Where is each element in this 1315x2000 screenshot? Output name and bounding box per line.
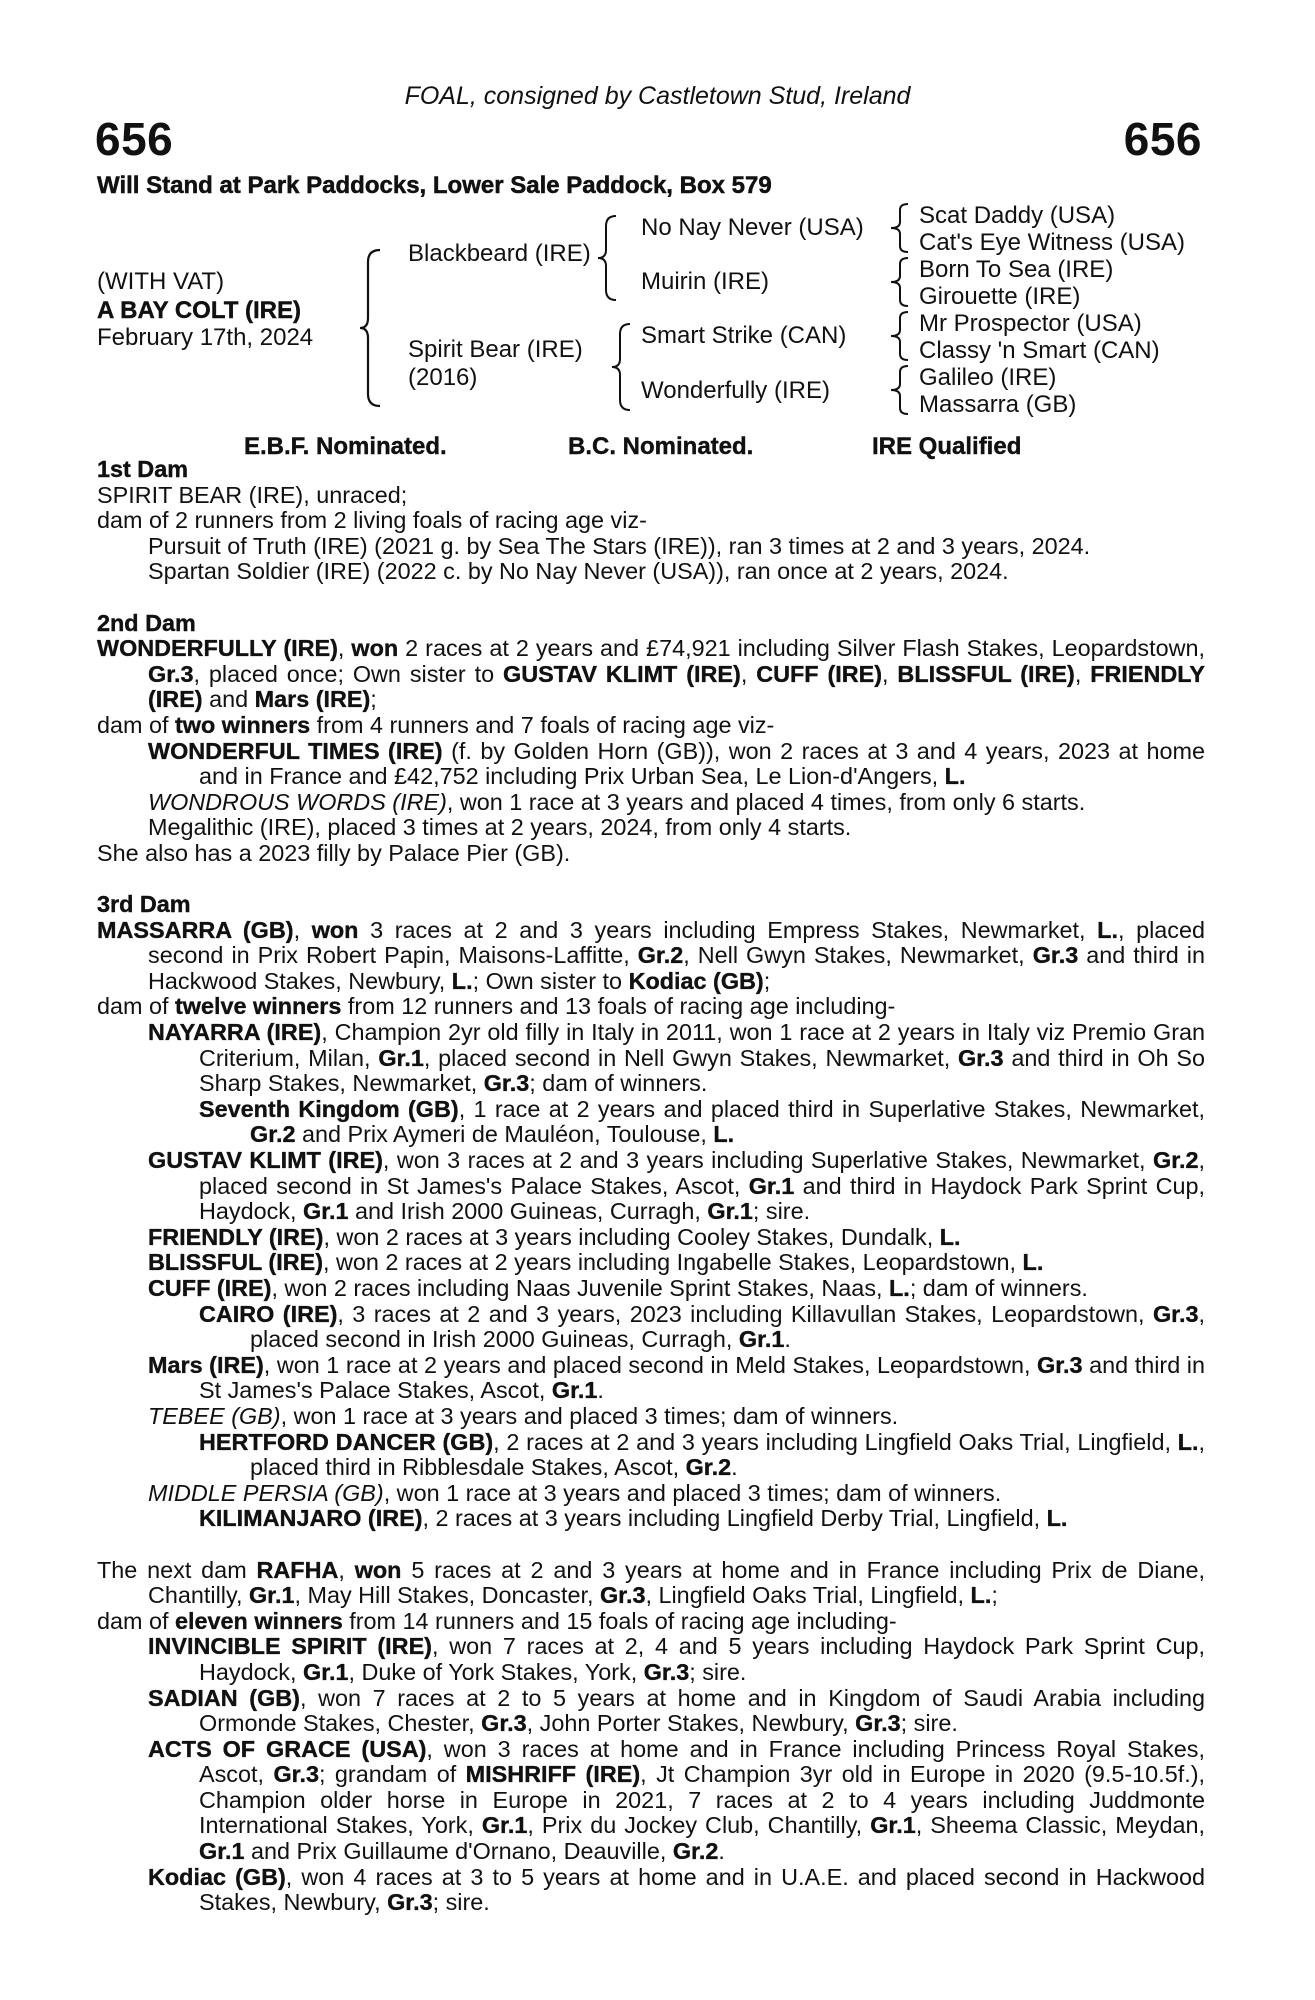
first-dam-heading: 1st Dam	[97, 456, 189, 482]
progeny-entry: WONDROUS WORDS (IRE), won 1 race at 3 years and placed 4 times, from only 6 starts.	[148, 788, 1086, 815]
sire-sire: No Nay Never (USA)	[641, 214, 864, 241]
grand-progeny-entry: HERTFORD DANCER (GB), 2 races at 2 and 3 years including Lingfield Oaks Trial, Lingfield, L., placed third in Ribblesdale Stakes, Ascot, Gr.2.	[199, 1428, 1206, 1481]
pedigree-brace-g1	[888, 202, 912, 254]
progeny-entry: INVINCIBLE SPIRIT (IRE), won 7 races at 2, 4 and 5 years including Haydock Park Sprint Cup, Haydock, Gr.1, Duke of York Stakes, York, Gr.3; sire.	[148, 1633, 1205, 1685]
first-dam-produce-summary: dam of 2 runners from 2 living foals of racing age viz-	[97, 507, 647, 534]
consignment-line: FOAL, consigned by Castletown Stud, Ireland	[404, 82, 911, 110]
dam: Spirit Bear (IRE)	[408, 336, 583, 363]
ancestor-g5: Mr Prospector (USA)	[919, 310, 1142, 337]
pedigree-brace-g4	[888, 364, 912, 416]
ancestor-g2: Cat's Eye Witness (USA)	[919, 229, 1185, 256]
progeny-entry: WONDERFUL TIMES (IRE) (f. by Golden Horn (GB)), won 2 races at 3 and 4 years, 2023 at home and in France and £42,752 including Prix Urban Sea, Le Lion-d'Angers, L.	[148, 737, 1205, 790]
sire-dam: Muirin (IRE)	[641, 268, 770, 295]
progeny-entry: BLISSFUL (IRE), won 2 races at 2 years including Ingabelle Stakes, Leopardstown, L.	[148, 1249, 1044, 1276]
progeny-entry: Spartan Soldier (IRE) (2022 c. by No Nay Never (USA)), ran once at 2 years, 2024.	[148, 558, 1009, 585]
ancestor-g8: Massarra (GB)	[919, 391, 1077, 418]
ebf-nomination: E.B.F. Nominated.	[244, 433, 447, 460]
progeny-entry: Mars (IRE), won 1 race at 2 years and placed second in Meld Stakes, Leopardstown, Gr.3 and third in St James's Palace Stakes, Ascot, Gr.1.	[148, 1351, 1205, 1404]
pedigree-brace-sire	[596, 214, 622, 302]
next-dam-section	[97, 1558, 1205, 1916]
first-dam-section	[97, 457, 1205, 585]
progeny-entry: SADIAN (GB), won 7 races at 2 to 5 years at home and in Kingdom of Saudi Arabia including Ormonde Stakes, Chester, Gr.3, John Porter Stakes, Newbury, Gr.3; sire.	[148, 1684, 1205, 1737]
progeny-entry: TEBEE (GB), won 1 race at 3 years and placed 3 times; dam of winners.	[148, 1402, 899, 1429]
second-dam-heading: 2nd Dam	[97, 609, 196, 636]
grand-progeny-entry: KILIMANJARO (IRE), 2 races at 3 years including Lingfield Derby Trial, Lingfield, L.	[199, 1505, 1068, 1532]
ancestor-g3: Born To Sea (IRE)	[919, 256, 1114, 283]
progeny-entry: CUFF (IRE), won 2 races including Naas Juvenile Sprint Stakes, Naas, L.; dam of winners.	[148, 1275, 1088, 1301]
next-dam-produce-summary: dam of eleven winners from 14 runners and 15 foals of racing age including-	[97, 1607, 897, 1634]
first-dam-line: SPIRIT BEAR (IRE), unraced;	[97, 481, 408, 508]
bc-nomination: B.C. Nominated.	[568, 433, 754, 460]
progeny-entry: Pursuit of Truth (IRE) (2021 g. by Sea The Stars (IRE)), ran 3 times at 2 and 3 years, 2024.	[148, 532, 1091, 559]
horse-name: A BAY COLT (IRE)	[97, 297, 302, 324]
ancestor-g4: Girouette (IRE)	[919, 283, 1081, 310]
foaling-date: February 17th, 2024	[97, 324, 314, 351]
dam-name: WONDERFULLY (IRE)	[97, 635, 338, 662]
third-dam-heading: 3rd Dam	[97, 891, 191, 918]
second-dam-entry: WONDERFULLY (IRE), won 2 races at 2 years and £74,921 including Silver Flash Stakes, Leopardstown, Gr.3, placed once; Own sister to GUSTAV KLIMT (IRE), CUFF (IRE), BLISSFUL (IRE), FRIENDLY (IRE) and Mars (IRE);	[97, 635, 1206, 713]
ire-qualified: IRE Qualified	[872, 433, 1022, 460]
progeny-entry: NAYARRA (IRE), Champion 2yr old filly in Italy in 2011, won 1 race at 2 years in Italy viz Premio Gran Criterium, Milan, Gr.1, placed second in Nell Gwyn Stakes, Newmarket, Gr.3 and third in Oh So Sharp Stakes, Newmarket, Gr.3; dam of winners.	[148, 1019, 1206, 1097]
dam-year: (2016)	[408, 364, 478, 391]
third-dam-produce-summary: dam of twelve winners from 12 runners and 13 foals of racing age including-	[97, 993, 896, 1020]
won-label: won	[351, 635, 399, 662]
progeny-entry: FRIENDLY (IRE), won 2 races at 3 years including Cooley Stakes, Dundalk, L.	[148, 1223, 961, 1250]
grand-progeny-entry: Seventh Kingdom (GB), 1 race at 2 years and placed third in Superlative Stakes, Newmarket, Gr.2 and Prix Aymeri de Mauléon, Toulouse, L.	[199, 1095, 1205, 1148]
ancestor-g6: Classy 'n Smart (CAN)	[919, 337, 1160, 364]
grand-progeny-entry: CAIRO (IRE), 3 races at 2 and 3 years, 2023 including Killavullan Stakes, Leopardstown, Gr.3, placed second in Irish 2000 Guineas, Curragh, Gr.1.	[199, 1300, 1205, 1353]
progeny-entry: Megalithic (IRE), placed 3 times at 2 years, 2024, from only 4 starts.	[148, 814, 852, 841]
third-dam-entry: MASSARRA (GB), won 3 races at 2 and 3 years including Empress Stakes, Newmarket, L., placed second in Prix Robert Papin, Maisons-Laffitte, Gr.2, Nell Gwyn Stakes, Newmarket, Gr.3 and third in Hackwood Stakes, Newbury, L.; Own sister to Kodiac (GB);	[97, 916, 1205, 994]
progeny-entry: GUSTAV KLIMT (IRE), won 3 races at 2 and 3 years including Superlative Stakes, Newmarket, Gr.2, placed second in St James's Palace Stakes, Ascot, Gr.1 and third in Haydock Park Sprint Cup, Haydock, Gr.1 and Irish 2000 Guineas, Curragh, Gr.1; sire.	[148, 1147, 1206, 1225]
pedigree-brace-g2	[888, 256, 912, 308]
second-dam-section	[97, 611, 1205, 867]
progeny-entry: Kodiac (GB), won 4 races at 3 to 5 years at home and in U.A.E. and placed second in Hackwood Stakes, Newbury, Gr.3; sire.	[148, 1863, 1205, 1916]
second-dam-note: She also has a 2023 filly by Palace Pier (GB).	[97, 839, 571, 866]
pedigree-brace-dam	[610, 322, 636, 412]
ancestor-g7: Galileo (IRE)	[919, 364, 1057, 391]
dam-dam: Wonderfully (IRE)	[641, 377, 830, 404]
pedigree-brace-main	[358, 248, 388, 408]
pedigree-brace-g3	[888, 310, 912, 362]
dam-sire: Smart Strike (CAN)	[641, 322, 847, 349]
lot-number-left: 656	[95, 113, 174, 165]
second-dam-produce-summary: dam of two winners from 4 runners and 7 foals of racing age viz-	[97, 711, 775, 738]
stand-location: Will Stand at Park Paddocks, Lower Sale Paddock, Box 579	[97, 172, 772, 199]
sire: Blackbeard (IRE)	[408, 240, 591, 267]
ancestor-g1: Scat Daddy (USA)	[919, 202, 1116, 229]
lot-number-right: 656	[1123, 113, 1202, 165]
third-dam-section	[97, 892, 1205, 1532]
progeny-entry: MIDDLE PERSIA (GB), won 1 race at 3 years and placed 3 times; dam of winners.	[148, 1479, 1002, 1506]
catalogue-body	[97, 457, 1205, 1916]
next-dam-entry: The next dam RAFHA, won 5 races at 2 and 3 years at home and in France including Prix de Diane, Chantilly, Gr.1, May Hill Stakes, Doncaster, Gr.3, Lingfield Oaks Trial, Lingfield, L.;	[97, 1556, 1205, 1609]
progeny-entry: ACTS OF GRACE (USA), won 3 races at home and in France including Princess Royal Stakes, Ascot, Gr.3; grandam of MISHRIFF (IRE), Jt Champion 3yr old in Europe in 2020 (9.5-10.5f.), Champion older horse in Europe in 2021, 7 races at 2 to 4 years including Juddmonte International Stakes, York, Gr.1, Prix du Jockey Club, Chantilly, Gr.1, Sheema Classic, Meydan, Gr.1 and Prix Guillaume d'Ornano, Deauville, Gr.2.	[148, 1735, 1205, 1865]
vat-note: (WITH VAT)	[97, 268, 225, 295]
